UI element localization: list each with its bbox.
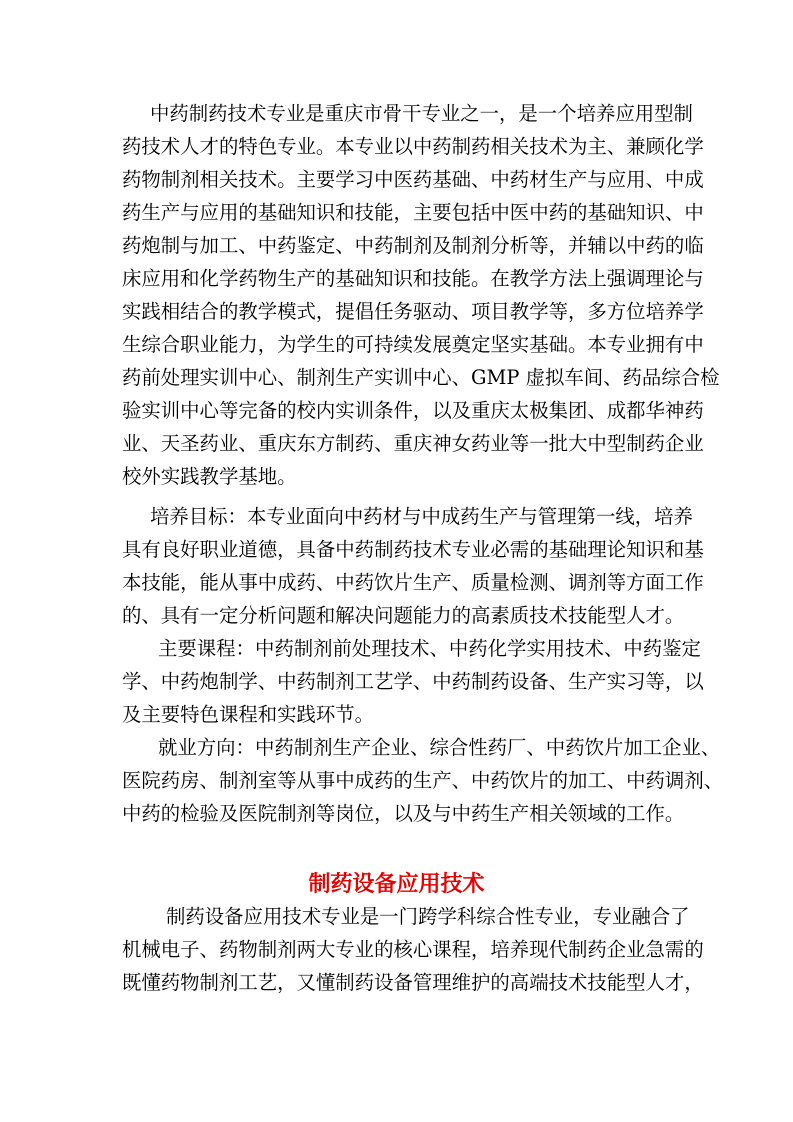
section-heading: 制药设备应用技术 (308, 871, 485, 897)
text-line: 主要课程：中药制剂前处理技术、中药化学实用技术、中药鉴定 (158, 637, 701, 660)
text-line: 中药的检验及医院制剂等岗位，以及与中药生产相关领域的工作。 (122, 802, 685, 825)
text-line: 业、天圣药业、重庆东方制药、重庆神女药业等一批大中型制药企业 (122, 432, 704, 455)
text-line: 药技术人才的特色专业。本专业以中药制药相关技术为主、兼顾化学 (122, 135, 704, 158)
text-line: 学、中药炮制学、中药制剂工艺学、中药制药设备、生产实习等，以 (122, 670, 704, 693)
text-line: 药前处理实训中心、制剂生产实训中心、GMP 虚拟车间、药品综合检 (122, 366, 720, 389)
text-line: 医院药房、制剂室等从事中成药的生产、中药饮片的加工、中药调剂、 (122, 769, 724, 792)
text-line: 药炮制与加工、中药鉴定、中药制剂及制剂分析等，并辅以中药的临 (122, 234, 704, 257)
text-line: 验实训中心等完备的校内实训条件，以及重庆太极集团、成都华神药 (122, 399, 704, 422)
text-line: 制药设备应用技术专业是一门跨学科综合性专业，专业融合了 (166, 905, 690, 928)
text-line: 的、具有一定分析问题和解决问题能力的高素质技术技能型人才。 (122, 604, 685, 627)
text-line: 实践相结合的教学模式，提倡任务驱动、项目教学等，多方位培养学 (122, 300, 704, 323)
text-line: 生综合职业能力，为学生的可持续发展奠定坚实基础。本专业拥有中 (122, 333, 704, 356)
text-line: 药物制剂相关技术。主要学习中医药基础、中药材生产与应用、中成 (122, 168, 704, 191)
text-line: 药生产与应用的基础知识和技能，主要包括中医中药的基础知识、中 (122, 201, 704, 224)
text-line: 培养目标：本专业面向中药材与中成药生产与管理第一线，培养 (150, 505, 693, 528)
text-line: 中药制药技术专业是重庆市骨干专业之一，是一个培养应用型制 (150, 102, 693, 125)
text-line: 床应用和化学药物生产的基础知识和技能。在教学方法上强调理论与 (122, 267, 704, 290)
text-line: 既懂药物制剂工艺，又懂制药设备管理维护的高端技术技能型人才， (122, 971, 704, 994)
text-line: 本技能，能从事中成药、中药饮片生产、质量检测、调剂等方面工作 (122, 571, 704, 594)
text-line: 机械电子、药物制剂两大专业的核心课程，培养现代制药企业急需的 (122, 938, 704, 961)
text-line: 及主要特色课程和实践环节。 (122, 703, 375, 726)
text-line: 就业方向：中药制剂生产企业、综合性药厂、中药饮片加工企业、 (158, 736, 721, 759)
text-line: 校外实践教学基地。 (122, 465, 297, 488)
text-line: 具有良好职业道德，具备中药制药技术专业必需的基础理论知识和基 (122, 538, 704, 561)
